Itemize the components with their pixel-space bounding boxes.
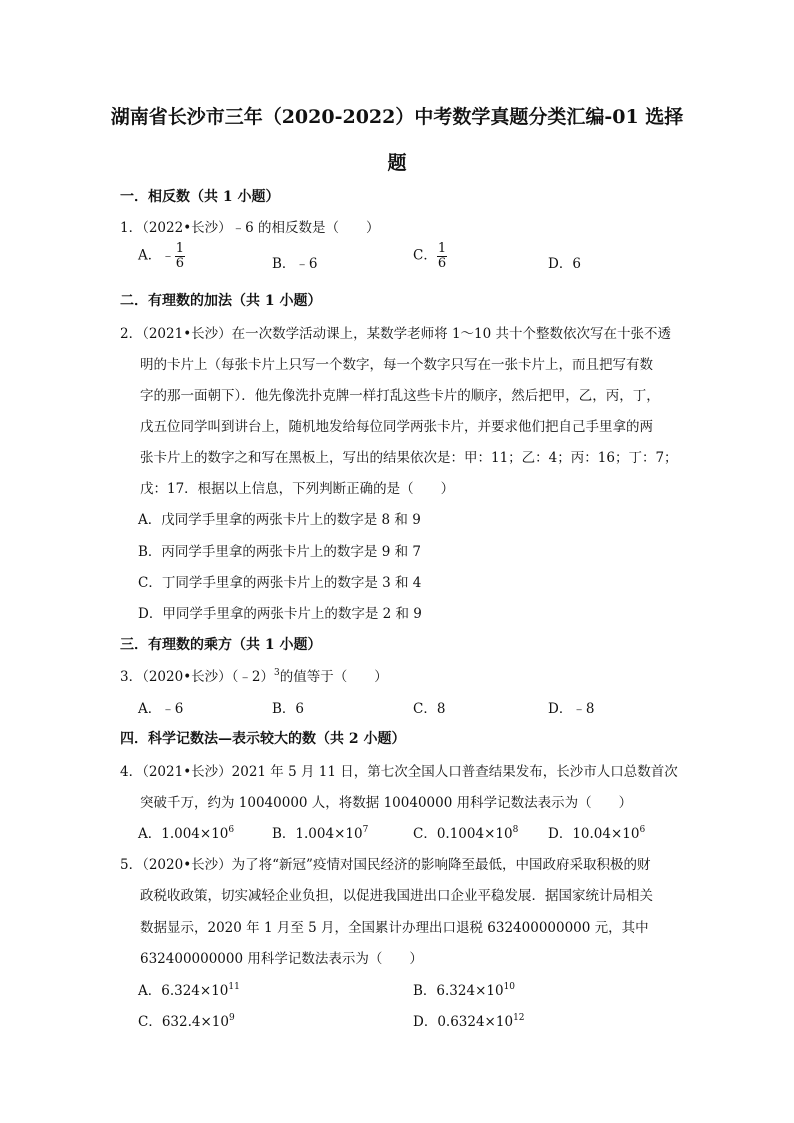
question-4-line-1: 4．（2021•长沙）2021 年 5 月 11 日，第七次全国人口普查结果发布，长沙市人口总数首次 [120, 764, 678, 780]
question-4-option-a [138, 822, 234, 842]
question-4-line-2: 突破千万，约为 10040000 人，将数据 10040000 用科学记数法表示为（ ） [140, 795, 633, 811]
fraction-numerator: 1 [437, 241, 447, 256]
option-a-text: A．1.004×10 [138, 826, 229, 842]
question-1-option-b: B．﹣6 [272, 256, 318, 272]
fraction-denominator: 6 [175, 255, 185, 271]
section-heading-1: 一．相反数（共 1 小题） [120, 189, 280, 205]
question-2-option-d: D．甲同学手里拿的两张卡片上的数字是 2 和 9 [138, 606, 422, 622]
question-3-stem-end: 的值等于（ ） [279, 669, 388, 685]
option-b-text: B．6.324×10 [413, 983, 504, 999]
question-4-option-c [413, 822, 518, 842]
question-1-option-d: D．6 [548, 256, 581, 272]
question-3-option-a: A．﹣6 [138, 701, 184, 717]
question-5-option-a [138, 979, 240, 999]
question-5-line-3: 数据显示，2020 年 1 月至 5 月，全国累计办理出口退税 632400000000 元，其中 [140, 920, 649, 936]
question-5-line-4: 632400000000 用科学记数法表示为（ ） [140, 951, 423, 967]
question-3-option-c: C．8 [413, 701, 446, 717]
question-2-line-5: 张卡片上的数字之和写在黑板上，写出的结果依次是：甲：11；乙：4；丙：16；丁：7； [140, 450, 678, 466]
option-a-prefix: A．﹣ [138, 247, 175, 264]
question-4-option-b [272, 822, 368, 842]
option-d-text: D．10.04×10 [548, 826, 640, 842]
option-a-text: A．6.324×10 [138, 983, 229, 999]
section-heading-2: 二．有理数的加法（共 1 小题） [120, 293, 322, 309]
question-2-line-4: 戊五位同学叫到讲台上，随机地发给每位同学两张卡片，并要求他们把自己手里拿的两 [140, 419, 653, 435]
question-2-option-c: C．丁同学手里拿的两张卡片上的数字是 3 和 4 [138, 575, 422, 591]
question-2-line-1: 2．（2021•长沙）在一次数学活动课上，某数学老师将 1～10 共十个整数依次写在十张不透 [120, 326, 672, 342]
exponent: 6 [639, 825, 646, 835]
question-5-line-2: 政税收政策，切实减轻企业负担，以促进我国进出口企业平稳发展．据国家统计局相关 [140, 888, 653, 904]
question-2-option-a: A．戊同学手里拿的两张卡片上的数字是 8 和 9 [138, 512, 421, 528]
question-1-option-c [413, 242, 447, 270]
question-3-stem [120, 665, 388, 685]
question-5-option-d [413, 1010, 525, 1030]
exponent: 8 [512, 825, 519, 835]
question-5-option-b [413, 979, 515, 999]
fraction [175, 242, 185, 270]
question-1-option-a [138, 242, 185, 270]
exponent: 6 [228, 825, 235, 835]
question-3-stem-start: 3．（2020•长沙）（﹣2） [120, 669, 274, 685]
fraction-denominator: 6 [437, 255, 447, 271]
question-3-option-d: D．﹣8 [548, 701, 595, 717]
option-c-text: C．632.4×10 [138, 1014, 229, 1030]
question-5-line-1: 5．（2020•长沙）为了将“新冠”疫情对国民经济的影响降至最低，中国政府采取积极的财 [120, 857, 651, 873]
document-title-line-2: 题 [387, 152, 407, 174]
option-c-prefix: C． [413, 247, 437, 264]
question-1-stem: 1．（2022•长沙）﹣6 的相反数是（ ） [120, 220, 380, 236]
exponent: 7 [362, 825, 369, 835]
section-heading-4: 四．科学记数法—表示较大的数（共 2 小题） [120, 731, 406, 747]
question-2-line-2: 明的卡片上（每张卡片上只写一个数字，每一个数字只写在一张卡片上，而且把写有数 [140, 357, 653, 373]
exponent: 11 [228, 982, 240, 992]
question-2-line-3: 字的那一面朝下）．他先像洗扑克牌一样打乱这些卡片的顺序，然后把甲，乙，丙，丁， [140, 388, 660, 404]
question-5-option-c [138, 1010, 235, 1030]
exponent: 9 [228, 1013, 235, 1023]
fraction [437, 242, 447, 270]
fraction-numerator: 1 [175, 241, 185, 256]
exponent: 3 [274, 668, 280, 678]
question-4-option-d [548, 822, 645, 842]
question-2-option-b: B．丙同学手里拿的两张卡片上的数字是 9 和 7 [138, 544, 421, 560]
exponent: 12 [513, 1013, 525, 1023]
question-3-option-b: B．6 [272, 701, 305, 717]
option-d-text: D．0.6324×10 [413, 1014, 514, 1030]
section-heading-3: 三．有理数的乘方（共 1 小题） [120, 637, 322, 653]
option-b-text: B．1.004×10 [272, 826, 363, 842]
question-2-line-6: 戊：17．根据以上信息，下列判断正确的是（ ） [140, 481, 455, 497]
exponent: 10 [503, 982, 516, 992]
option-c-text: C．0.1004×10 [413, 826, 513, 842]
document-title-line-1: 湖南省长沙市三年（2020-2022）中考数学真题分类汇编-01 选择 [110, 106, 684, 128]
